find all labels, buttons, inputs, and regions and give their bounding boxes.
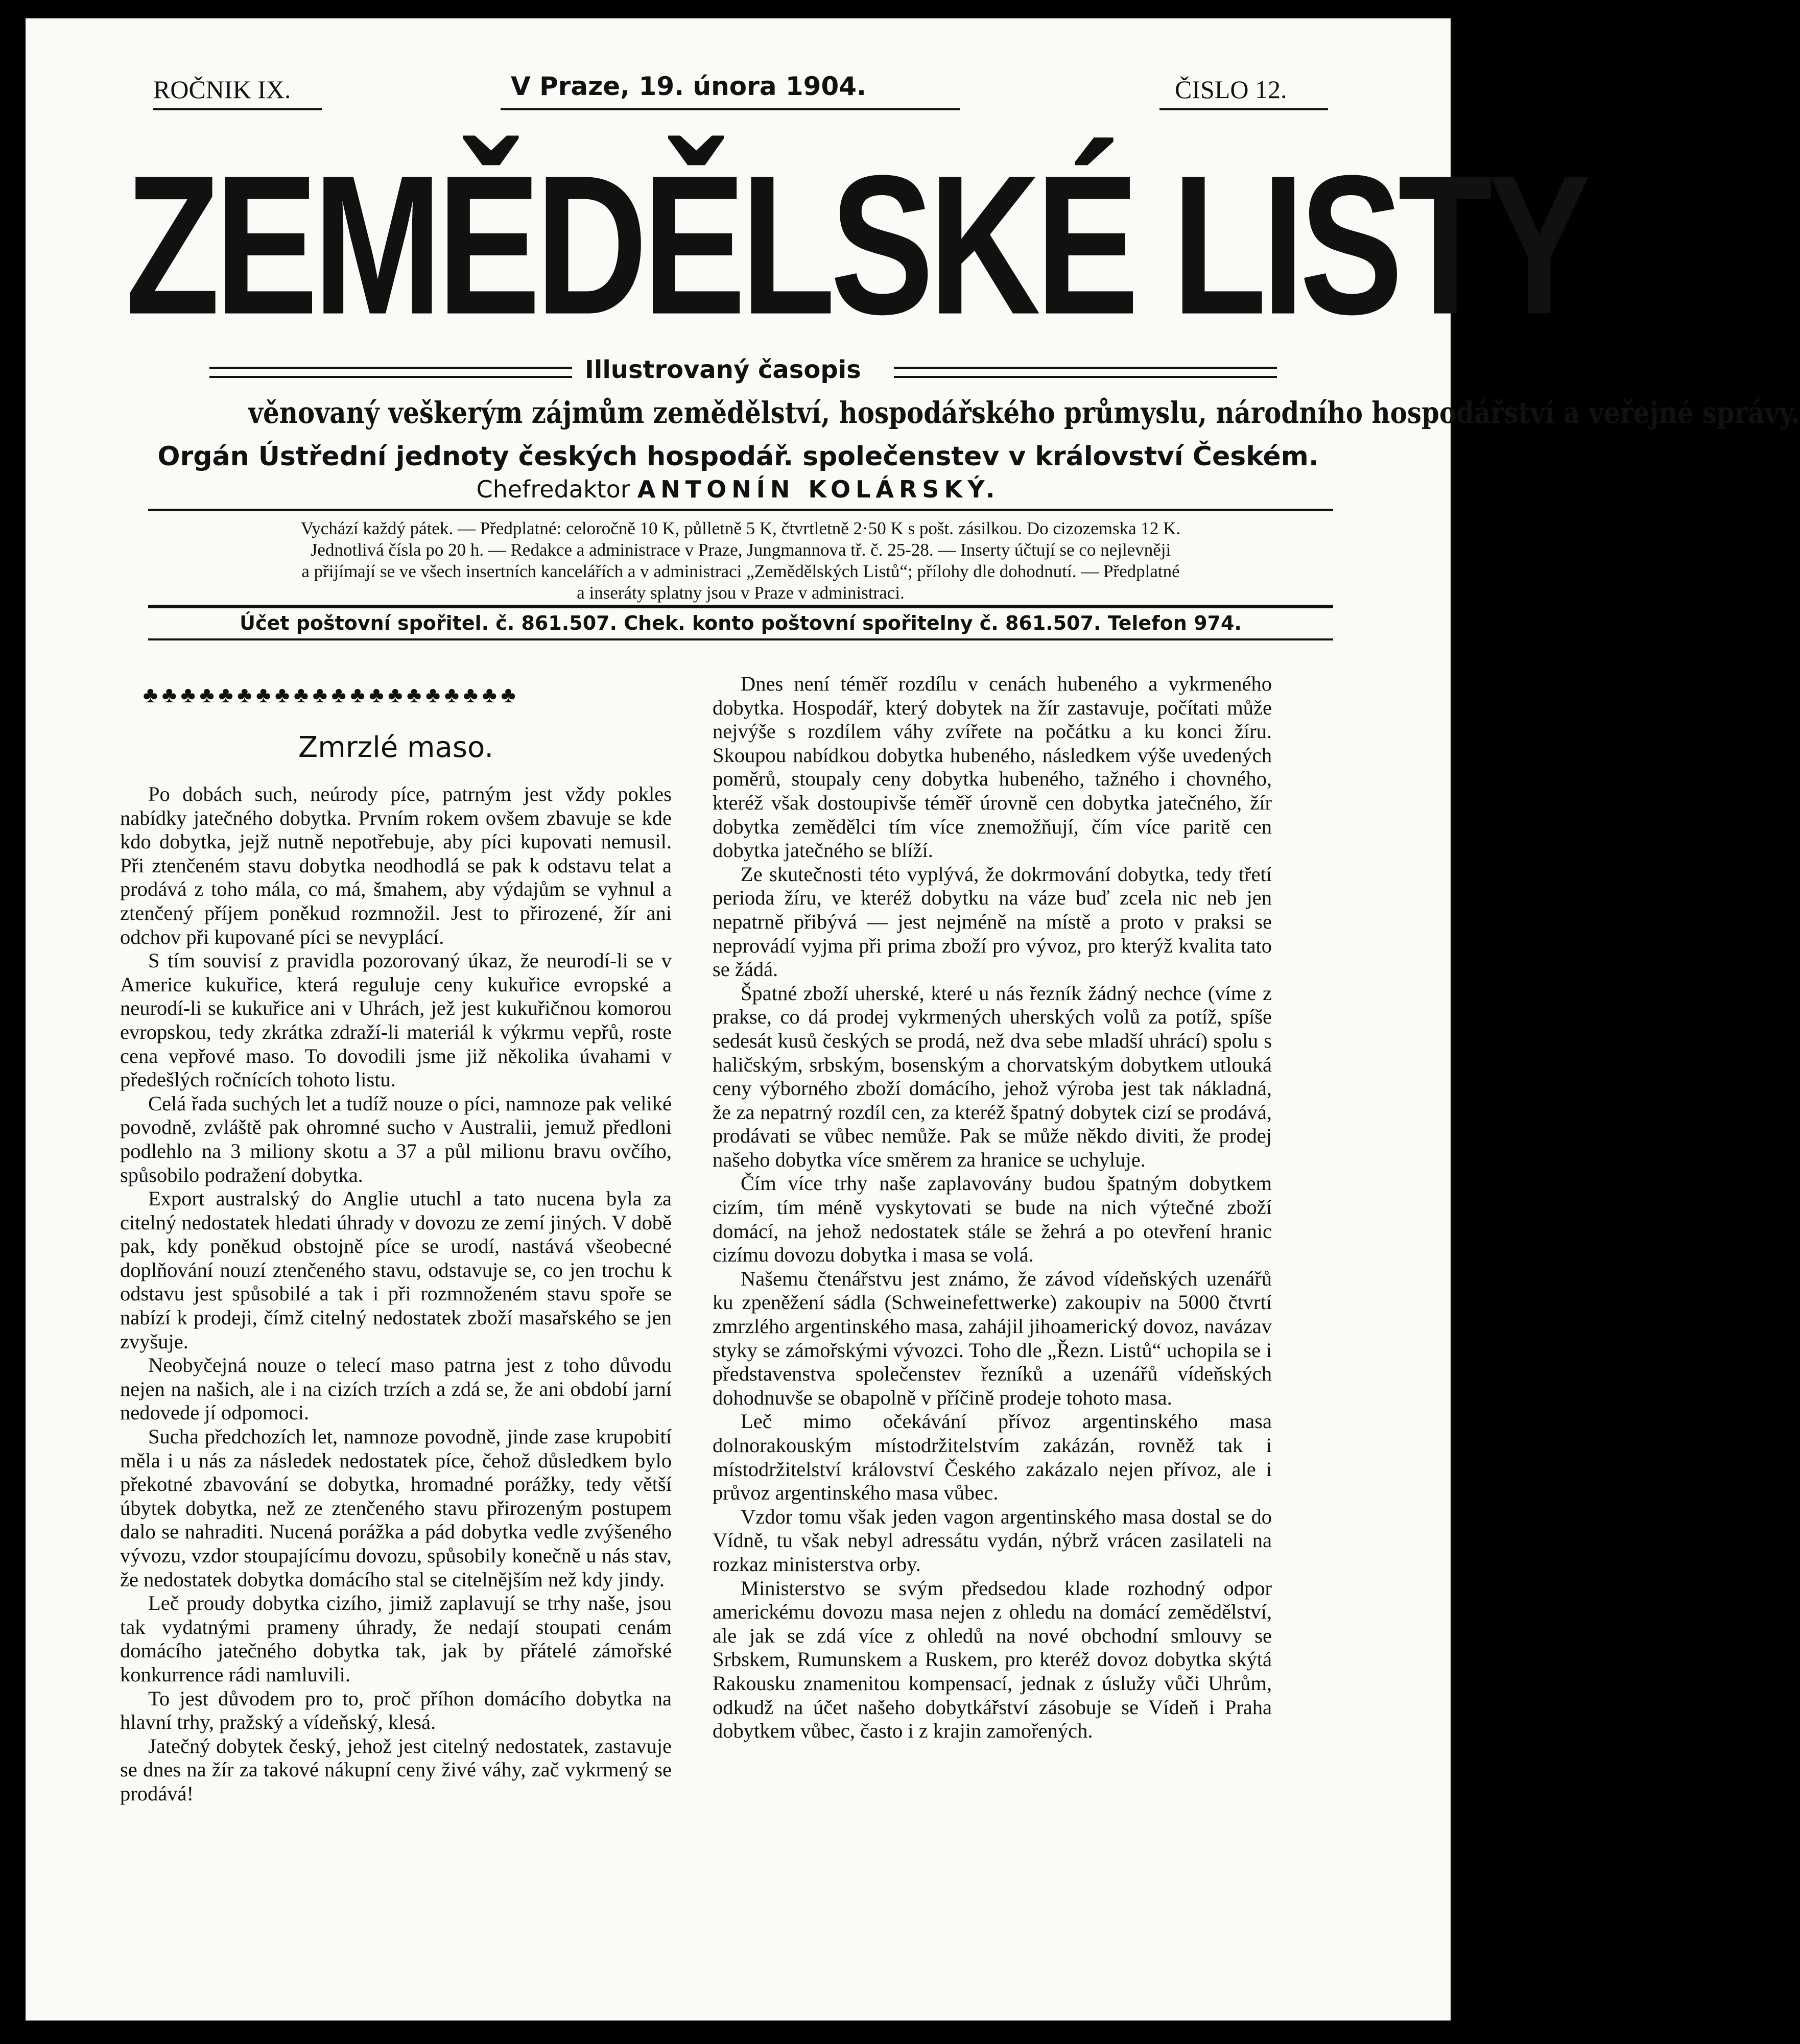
paragraph: Po dobách such, neúrody píce, patrným jest vždy pokles nabídky jatečného dobytka. Prvním rokem ovšem zbavuje se kde kdo dobytka, jejž nutně nepotřebuje, aby píci kupovati nemusil. Při ztenčeném stavu dobytka neodhodlá se pak k odstavu telat a prodává z toho mála, co má, šmahem, aby výdajům se vyhnul a ztenčený příjem poněkud rozmnožil. Jest to přirozené, žír ani odchov při kupované píci se nevyplácí. [120, 782, 672, 948]
subtitle-rule-right [894, 367, 1277, 378]
ornament-divider [143, 683, 672, 712]
paragraph: Špatné zboží uherské, které u nás řezník žádný nechce (víme z prakse, co dá prodej vykrmených uherských volů za potíž, spíše sedesát kusů českých se prodá, než dva sebe mladší uhrácí) spolu s haličským, srbským, bosenským a chorvatským dobytkem utlouká ceny výborného zboží domácího, jehož výroba jest tak nákladná, že za nepatrný rozdíl cen, za kteréž špatný dobytek cizí se prodává, prodávati se vůbec nemůže. Pak se může někdo diviti, že prodej našeho dobytka více směrem za hranice se uchyluje. [713, 981, 1272, 1171]
ornament-glyph: ♣ [199, 682, 216, 707]
ornament-glyph: ♣ [275, 682, 291, 707]
volume-rule [153, 108, 322, 110]
subscription-info [148, 518, 1333, 604]
info-line-4: a inseráty splatny jsou v Praze v administraci. [577, 583, 905, 603]
account-info: Účet poštovní spořitel. č. 861.507. Chek. konto poštovní spořitelny č. 861.507. Telefon 974. [240, 612, 1242, 634]
ornament-glyph: ♣ [180, 682, 197, 707]
paragraph: Našemu čtenářstvu jest známo, že závod vídeňských uzenářů ku zpeněžení sádla (Schweinefettwerke) zakoupiv na 5000 čtvrtí zmrzlého argentinského masa, zahájil jihoamerický dovoz, navázav styky se zámořskými vývozci. Toho dle „Řezn. Listů“ uchopila se i představenstva společenstev řezníků a uzenářů vídeňských dohodnuvše se obapolně v příčině prodeje tohoto masa. [713, 1267, 1272, 1409]
masthead-organ: Orgán Ústřední jednoty českých hospodář. společenstev v království Českém. [157, 441, 1319, 472]
paragraph: Čím více trhy naše zaplavovány budou špatným dobytkem cizím, tím méně vyskytovati se bude na nich výtečné zboží domácí, na jehož nedostatek stále se žehrá a po otevření hranic cizímu dovozu dobytka i masa se volá. [713, 1172, 1272, 1267]
ornament-glyph: ♣ [237, 682, 253, 707]
paragraph: S tím souvisí z pravidla pozorovaný úkaz, že neurodí-li se v Americe kukuřice, která reguluje ceny kukuřice evropské a neurodí-li se kukuřice ani v Uhrách, jež jest kukuřičnou komorou evropskou, tedy zkrátka zdraží-li materiál k výkrmu vepřů, roste cena vepřové maso. To dovodili jsme již několika úvahami v předešlých ročnících tohoto listu. [120, 949, 672, 1091]
rule-top [148, 509, 1333, 511]
paragraph: Leč proudy dobytka cizího, jimiž zaplavují se trhy naše, jsou tak vydatnými prameny úhrady, že nedají stoupati cenám domácího jatečného dobytka tak, jak by přátelé zámořské konkurrence rádi namluvili. [120, 1591, 672, 1686]
info-line-3: a přijímají se ve všech insertních kancelářích a v administraci „Zemědělských Listů“; přílohy dle dohodnutí. — Předplatné [301, 561, 1180, 581]
ornament-glyph: ♣ [350, 682, 366, 707]
ornament-glyph: ♣ [444, 682, 460, 707]
volume-label: ROČNIK IX. [153, 75, 291, 104]
paragraph: Sucha předchozích let, namnoze povodně, jinde zase krupobití měla i u nás za následek nedostatek píce, čehož důsledkem bylo překotné zbavování se dobytka, hromadné porážky, tedy větší úbytek dobytka, než ze ztenčeného stavu přirozeným postupem dalo se nahraditi. Nucená porážka a pád dobytka vedle zvýšeného vývozu, vzdor stoupajícímu dovozu, spůsobily konečně u nás stav, že nedostatek dobytka domácího stal se citelnějším než kdy jindy. [120, 1425, 672, 1591]
paragraph: Ze skutečnosti této vyplývá, že dokrmování dobytka, tedy třetí perioda žíru, ve kteréž dobytku na váze buď zcela nic neb jen nepatrně přibývá — jest nejméně na místě a proto v praksi se neprovádí vyjma při prima zboží pro vývoz, pro kterýž kvalita tato se žádá. [713, 862, 1272, 981]
header-topline [153, 72, 1328, 115]
subtitle: Illustrovaný časopis [585, 355, 861, 384]
editor-label: Chefredaktor [476, 476, 630, 503]
paragraph: Ministerstvo se svým předsedou klade rozhodný odpor americkému dovozu masa nejen z ohledu na domácí zemědělství, ale jak se zdá více z ohledů na nové obchodní smlouvy se Srbskem, Rumunskem a Ruskem, pro kteréž dovoz dobytka skýtá Rakousku znamenitou kompensací, jednak z úslužy vůči Uhrům, odkudž na účet našeho dobytkářství zásobuje se Vídeň i Praha dobytkem vůbec, často i z krajin zamořených. [713, 1576, 1272, 1743]
paragraph: Vzdor tomu však jeden vagon argentinského masa dostal se do Vídně, tu však nebyl adressátu vydán, nýbrž vrácen zasilateli na rozkaz ministerstva orby. [713, 1505, 1272, 1576]
ornament-glyph: ♣ [388, 682, 404, 707]
paragraph: Leč mimo očekávání přívoz argentinského masa dolnorakouským místodržitelstvím zakázán, rovněž tak i místodržitelství království Českého zakázalo nejen přívoz, ale i průvoz argentinského masa vůbec. [713, 1410, 1272, 1505]
masthead-title: ZEMĚDĚLSKÉ LISTY [125, 134, 1586, 356]
rule-middle [148, 605, 1333, 608]
paragraph: Celá řada suchých let a tudíž nouze o píci, namnoze pak veliké povodně, zvláště pak ohromné sucho v Australii, jemuž předloni podlehlo na 3 miliony skotu a 37 a půl milionu bravu ovčího, spůsobilo podražení dobytka. [120, 1091, 672, 1186]
column-right [713, 672, 1272, 1743]
subtitle-rule-left [209, 367, 572, 378]
subtitle-row [209, 355, 1277, 386]
paragraph: Jatečný dobytek český, jehož jest citelný nedostatek, zastavuje se dnes na žír za takové nákupní ceny živé váhy, zač vykrmený se prodává! [120, 1734, 672, 1805]
ornament-glyph: ♣ [218, 682, 234, 707]
ornament-glyph: ♣ [143, 682, 159, 707]
paragraph: Neobyčejná nouze o telecí maso patrna jest z toho důvodu nejen na našich, ale i na cizích trzích a zdá se, že ani období jarní nedovede jí odpomoci. [120, 1353, 672, 1424]
masthead-editor [148, 476, 1328, 503]
paragraph: Dnes není téměř rozdílu v cenách hubeného a vykrmeného dobytka. Hospodář, který dobytek na žír zastavuje, počítati může nejvýše s rozdílem váhy zvířete na počátku a ku konci žíru. Skoupou nabídkou dobytka hubeného, následkem výše uvedených poměrů, stoupaly ceny dobytka hubeného, tažného i chovného, kteréž však dostoupivše téměř úrovně cen dobytka jatečného, žír dobytka zemědělci tím více znemožňují, čím více paritě cen dobytka jatečného se blíží. [713, 672, 1272, 862]
paragraph: To jest důvodem pro to, proč příhon domácího dobytka na hlavní trhy, pražský a vídeňský, klesá. [120, 1686, 672, 1734]
ornament-glyph: ♣ [256, 682, 272, 707]
ornament-glyph: ♣ [482, 682, 498, 707]
ornament-glyph: ♣ [501, 682, 517, 707]
editor-name: ANTONÍN KOLÁRSKÝ. [637, 476, 1000, 503]
info-line-1: Vychází každý pátek. — Předplatné: celoročně 10 K, půlletně 5 K, čtvrtletně 2·50 K s pošt. zásilkou. Do cizozemska 12 K. [300, 518, 1181, 538]
issue-number: ČISLO 12. [1175, 75, 1287, 104]
date-rule [501, 108, 960, 110]
ornament-glyph: ♣ [331, 682, 347, 707]
ornament-glyph: ♣ [407, 682, 423, 707]
newspaper-page [26, 18, 1800, 2021]
issue-date: V Praze, 19. února 1904. [511, 72, 867, 101]
ornament-glyph: ♣ [312, 682, 328, 707]
paragraph: Export australský do Anglie utuchl a tato nucena byla za citelný nedostatek hledati úhrady v dovozu ze zemí jiných. V době pak, kdy poněkud obstojně píce se urodí, nastává všeobecné doplňování nouzí ztenčeného stavu, odstavuje se, co jen trochu k odstavu jest spůsobilé a tak i při rozmnoženém stavu spoře se nabízí k prodeji, čímž citelný nedostatek zboží masařského se jen zvyšuje. [120, 1187, 672, 1353]
ornament-glyph: ♣ [463, 682, 479, 707]
rule-bottom [148, 638, 1333, 640]
masthead-description: věnovaný veškerým zájmům zemědělství, hospodářského průmyslu, národního hospodářství a veřejné správy. [248, 395, 1800, 430]
issue-rule [1159, 108, 1328, 110]
article-title: Zmrzlé maso. [298, 731, 494, 764]
ornament-glyph: ♣ [294, 682, 310, 707]
ornament-glyph: ♣ [161, 682, 178, 707]
ornament-glyph: ♣ [425, 682, 441, 707]
ornament-glyph: ♣ [369, 682, 385, 707]
column-left [120, 672, 672, 1806]
info-line-2: Jednotlivá čísla po 20 h. — Redakce a administrace v Praze, Jungmannova tř. č. 25-28. — Inserty účtují se co nejlevněji [310, 540, 1171, 560]
